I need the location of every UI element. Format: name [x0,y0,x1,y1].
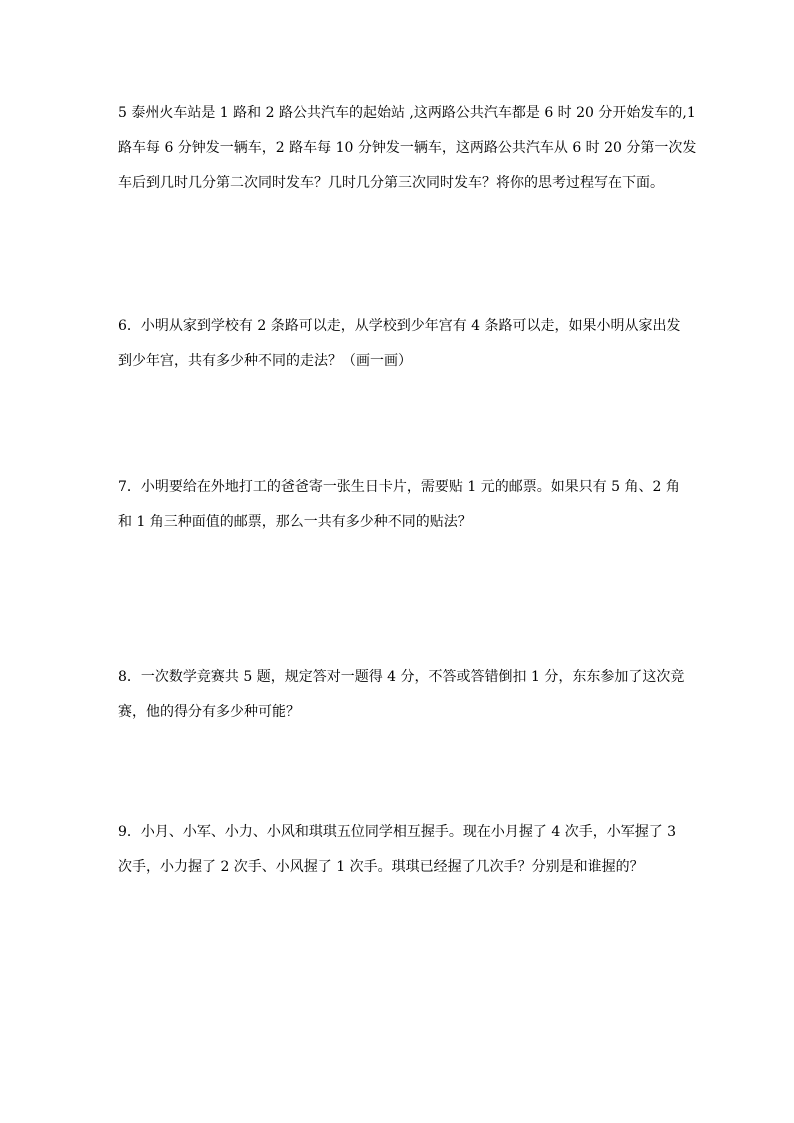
question-line: 到少年宫，共有多少种不同的走法？（画一画） [118,353,412,369]
question-6 [118,309,698,379]
question-line: 5 泰州火车站是 1 路和 2 路公共汽车的起始站 ,这两路公共汽车都是 6 时 20 分开始发车的,1 [118,105,696,121]
question-line: 路车每 6 分钟发一辆车，2 路车每 10 分钟发一辆车，这两路公共汽车从 6 时 20 分第一次发 [118,140,697,156]
question-9 [118,815,698,885]
question-7 [118,470,698,540]
question-8 [118,660,698,730]
question-line: 和 1 角三种面值的邮票，那么一共有多少种不同的贴法？ [118,514,472,530]
question-line: 车后到几时几分第二次同时发车？几时几分第三次同时发车？将你的思考过程写在下面。 [118,175,664,191]
question-line: 赛，他的得分有多少种可能？ [118,704,300,720]
question-line: 次手，小力握了 2 次手、小风握了 1 次手。琪琪已经握了几次手？分别是和谁握的？ [118,859,644,875]
question-5 [118,96,698,201]
question-line: 8．一次数学竞赛共 5 题，规定答对一题得 4 分，不答或答错倒扣 1 分，东东参加了这次竞 [118,669,685,685]
question-line: 9．小月、小军、小力、小风和琪琪五位同学相互握手。现在小月握了 4 次手，小军握了 3 [118,824,677,840]
question-line: 6．小明从家到学校有 2 条路可以走，从学校到少年宫有 4 条路可以走，如果小明从家出发 [118,318,681,334]
question-line: 7．小明要给在外地打工的爸爸寄一张生日卡片，需要贴 1 元的邮票。如果只有 5 角、2 角 [118,479,680,495]
